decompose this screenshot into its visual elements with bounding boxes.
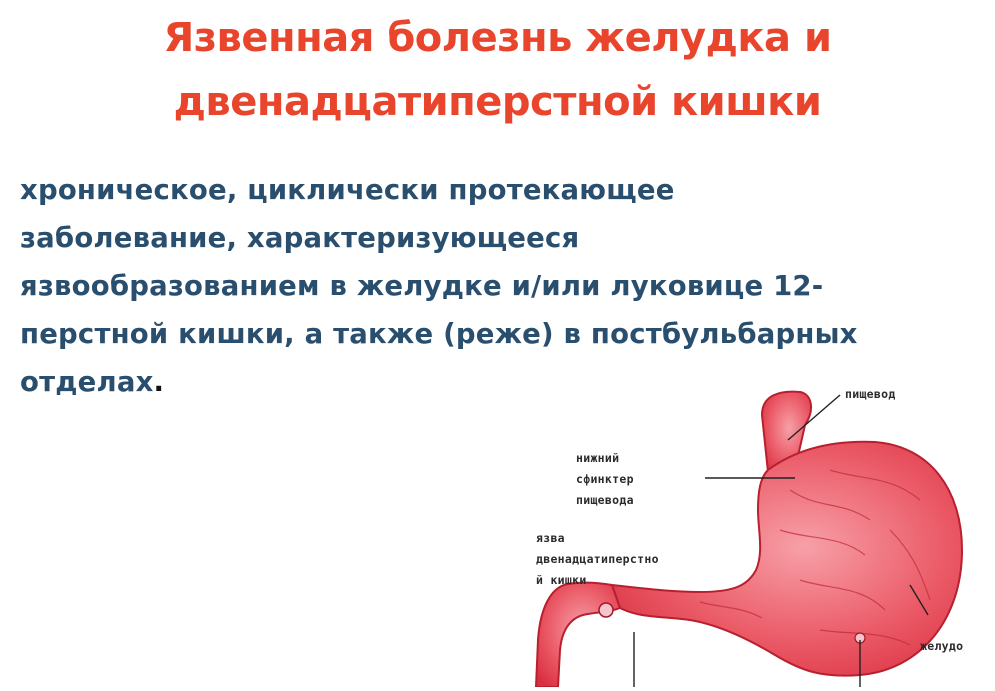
duodenum-shape — [536, 583, 620, 687]
definition-line-5-text: отделах — [20, 366, 154, 398]
definition-line-3: язвообразованием в желудке и/или луковице 12- — [20, 270, 824, 302]
label-esophagus: пищевод — [845, 387, 896, 401]
title-line-1: Язвенная болезнь желудка и — [163, 15, 832, 61]
page-title — [0, 6, 995, 134]
stomach-shape — [612, 442, 962, 676]
definition-line-1: хроническое, циклически протекающее — [20, 174, 675, 206]
definition-end-period: . — [153, 366, 165, 398]
label-ulcer: язва двенадцатиперстно й кишки — [536, 531, 659, 587]
label-sphincter: нижний сфинктер пищевода — [576, 451, 634, 507]
ulcer-spot — [599, 603, 613, 617]
title-line-2: двенадцатиперстной кишки — [173, 79, 822, 125]
stomach-diagram — [500, 370, 995, 687]
definition-line-2: заболевание, характеризующееся — [20, 222, 580, 254]
label-stomach: желудо — [920, 639, 964, 653]
definition-line-4: перстной кишки, а также (реже) в постбульбарных — [20, 318, 858, 350]
